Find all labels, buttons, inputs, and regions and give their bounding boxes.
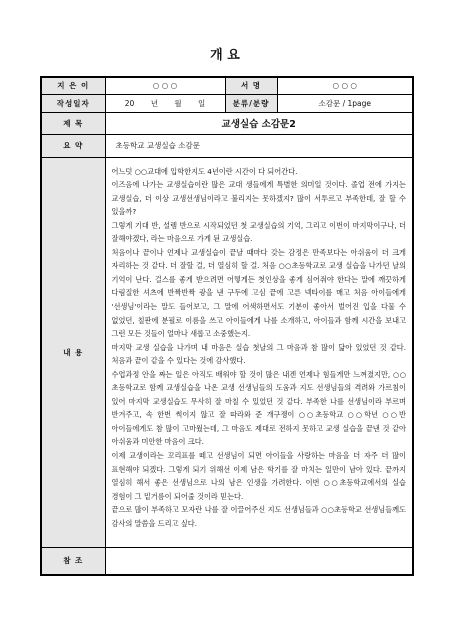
category-label: 분류/분량 — [225, 94, 277, 112]
summary-value: 초등학교 교생실습 소감문 — [105, 134, 413, 157]
report-form-table — [40, 76, 414, 576]
summary-label: 요 약 — [41, 134, 105, 157]
content-paragraph: 처음이나 끝이나 언제나 교생실습이 끝날 때마다 갖는 감정은 만족보다는 아쉬움이 더 크게 자리하는 것 같다. 더 잘할 걸, 더 열심히 할 걸. 처음 ○○초등학교로 교생 실습을 나가던 날의 기억이 난다. 걸스를 좋게 받으려면 어떻게든 첫인상을 좋게 심어줘야 한다는 말에 깨끗하게 다림질한 셔츠에 반짝반짝 광을 낸 구두에 고심 끝에 고른 넥타이를 매고 처음 아이들에게 '선생님'이라는 말도 들어보고, 그 말에 어색하면서도 기분이 좋아서 벌어진 입을 다물 수 없었던, 칠판에 분필로 이름을 쓰고 아이들에게 나를 소개하고, 아이들과 함께 시간을 보내고 그런 모든 것들이 얼마나 새롭고 소중했는지. — [111, 247, 406, 339]
content-label: 내 용 — [41, 157, 105, 547]
row-reference — [41, 547, 413, 575]
content-paragraph: 이즈음에 나가는 교생실습이란 많은 교대 생들에게 특별한 의미일 것이다. 졸업 전에 가지는 교생실습, 더 이상 교생선생님이라고 불리지는 못하겠지? 많이 서투르고 부족한데, 잘 할 수 있을까? — [111, 180, 406, 217]
author-value: ○ ○ ○ — [105, 77, 225, 94]
content-paragraph: 어느덧 ○○교대에 입학한지도 4년이란 시간이 다 되어간다. — [111, 166, 298, 176]
reviewer-label: 서 명 — [225, 77, 277, 94]
row-date — [41, 94, 413, 112]
content-paragraph: 수업과정 안을 짜는 일은 아직도 배워야 할 것이 많은 내겐 언제나 힘들게만 느껴졌지만, ○○초등학교로 함께 교생실습을 나온 교생 선생님들의 도움과 지도 선생님들의 격려와 가르침이 있어 마지막 교생실습도 무사히 잘 마칠 수 있었던 것 같다. 부족한 나를 선생님이라 부르며 반겨주고, 속 한번 썩이지 않고 잘 따라와 준 개구쟁이 ○○초등학교 ○○학년 ○○반 아이들에게도 참 많이 고마웠는데, 그 마음도 제대로 전하지 못하고 교생 실습을 끝낸 것 같아 아쉬움과 미안한 마음이 크다. — [111, 369, 406, 447]
content-body — [105, 157, 413, 547]
content-paragraph: 끝으로 많이 부족하고 모자란 나를 잘 이끌어주신 지도 선생님들과 ○○초등학교 선생님들께도 감사의 말씀을 드리고 싶다. — [111, 505, 406, 528]
author-label: 지 은 이 — [41, 77, 105, 94]
content-paragraph: 마지막 교생 실습을 나가며 내 마음은 실습 첫날의 그 마음과 참 많이 닮아 있었던 것 같다. 처음과 끝이 같을 수 있다는 것에 감사했다. — [111, 342, 406, 366]
row-subject — [41, 112, 413, 134]
subject-label: 제 목 — [41, 112, 105, 134]
category-value: 소감문 / 1page — [277, 94, 413, 112]
date-value: 20 년 월 일 — [105, 94, 225, 112]
content-paragraph: 이제 교생이라는 꼬리표를 떼고 선생님이 되면 아이들을 사랑하는 마음을 더 자주 더 많이 표현해야 되겠다. 그렇게 되기 위해선 이제 남은 학기를 잘 마치는 일만이 남아 있다. 끝까지 열심히 해서 좋은 선생님으로 나의 남은 인생을 가려한다. 이번 ○○초등학교에서의 실습 경험이 그 밑거름이 되어줄 것이라 믿는다. — [111, 450, 406, 501]
date-label: 작성일자 — [41, 94, 105, 112]
subject-value: 교생실습 소감문2 — [105, 112, 413, 134]
reviewer-value: ○ ○ ○ — [277, 77, 413, 94]
content-paragraph: 그렇게 기대 반, 설렘 반으로 시작되었던 첫 교생실습의 기억, 그리고 이번이 마지막이구나, 더 잘해야겠다, 라는 마음으로 가게 된 교생실습. — [111, 220, 406, 244]
reference-value — [105, 547, 413, 575]
reference-label: 참 조 — [41, 547, 105, 575]
document-title: 개 요 — [210, 48, 240, 63]
row-summary — [41, 134, 413, 157]
row-author — [41, 77, 413, 94]
row-content — [41, 157, 413, 547]
